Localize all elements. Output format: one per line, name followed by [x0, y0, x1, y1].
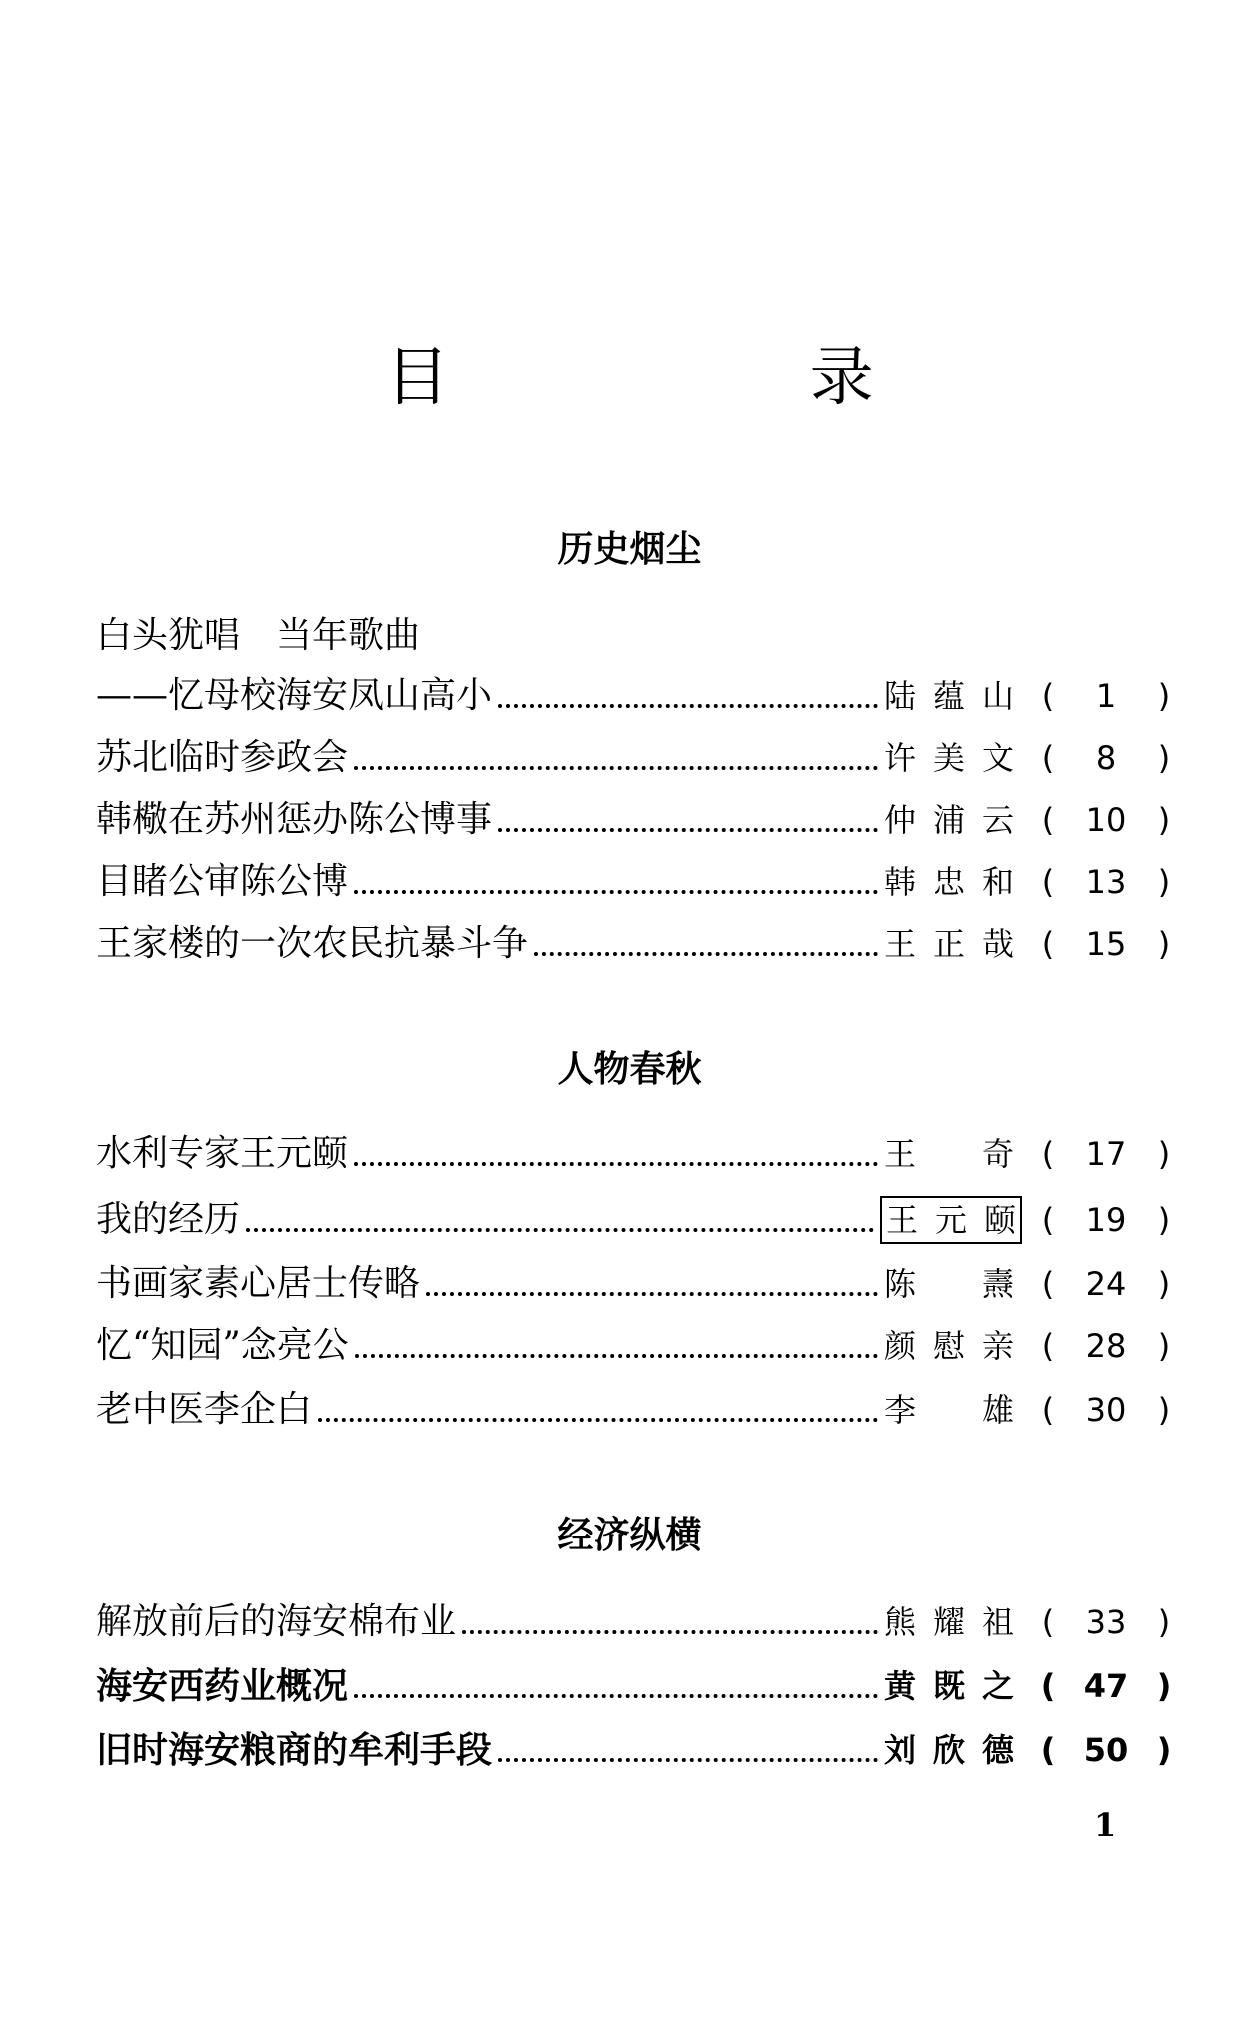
toc-entry[interactable] [96, 1726, 1176, 1774]
toc-entry-page: ( 13 ) [1036, 858, 1176, 906]
toc-entry-page: ( 17 ) [1036, 1130, 1176, 1178]
toc-entry[interactable] [96, 920, 1176, 968]
toc-entry-title: 我的经历 [96, 1199, 241, 1240]
toc-entry[interactable] [96, 734, 1176, 782]
author-char: 山 [981, 677, 1014, 715]
toc-entry-title: 目睹公审陈公博 [96, 861, 349, 902]
page-ref: 8 [1095, 739, 1117, 777]
toc-entry-author [884, 1130, 1014, 1178]
author-char: 黄 [884, 1667, 917, 1705]
toc-entry-title: 苏北临时参政会 [96, 737, 349, 778]
toc-entry-author-boxed [880, 1196, 1022, 1244]
toc-entry-title: 老中医李企白 [96, 1389, 313, 1430]
page-ref: 33 [1085, 1603, 1127, 1641]
toc-entry-author [884, 1726, 1014, 1774]
author-char: 之 [981, 1667, 1014, 1705]
toc-entry-author [884, 920, 1014, 968]
toc-entry[interactable] [96, 672, 1176, 720]
toc-entry-title: 旧时海安粮商的牟利手段 [96, 1729, 493, 1771]
author-char: 哉 [981, 925, 1014, 963]
author-char: 仲 [884, 801, 917, 839]
author-char: 德 [981, 1731, 1014, 1769]
toc-entry[interactable] [96, 1386, 1176, 1434]
page-ref: 1 [1095, 677, 1117, 715]
toc-entry-page: ( 10 ) [1036, 796, 1176, 844]
toc-entry-author [884, 734, 1014, 782]
author-char: 浦 [932, 801, 965, 839]
section-heading-history: 历史烟尘 [557, 529, 702, 570]
toc-entry-page: ( 15 ) [1036, 920, 1176, 968]
toc-entry-page: ( 30 ) [1036, 1386, 1176, 1434]
toc-entry-page: ( 1 ) [1036, 672, 1176, 720]
author-char: 陆 [884, 677, 917, 715]
toc-entry[interactable] [96, 1260, 1176, 1308]
author-char: 韩 [884, 863, 917, 901]
dot-leader [354, 1694, 878, 1698]
toc-entry-author [884, 1386, 1014, 1434]
toc-entry-title: 海安西药业概况 [96, 1665, 349, 1707]
section-heading-people: 人物春秋 [557, 1049, 702, 1090]
author-char: 和 [981, 863, 1014, 901]
toc-entry[interactable] [96, 1662, 1176, 1710]
page-ref: 19 [1085, 1201, 1127, 1239]
toc-entry-title: ——忆母校海安凤山高小 [96, 675, 493, 716]
author-char: 熊 [884, 1603, 917, 1641]
toc-entry[interactable] [96, 796, 1176, 844]
author-char: 许 [884, 739, 917, 777]
toc-entry-page: ( 19 ) [1036, 1196, 1176, 1244]
page-ref: 50 [1083, 1731, 1129, 1769]
page-ref: 13 [1085, 863, 1127, 901]
toc-entry[interactable] [96, 1598, 1176, 1646]
author-char: 颜 [884, 1327, 917, 1365]
section-heading-economy: 经济纵横 [557, 1515, 702, 1556]
author-char: 颐 [983, 1201, 1016, 1239]
dot-leader [354, 890, 878, 894]
toc-entry-title: 白头犹唱 当年歌曲 [96, 615, 421, 656]
page-ref: 10 [1085, 801, 1127, 839]
toc-entry-author [884, 1662, 1014, 1710]
dot-leader [246, 1228, 874, 1232]
toc-entry-title: 书画家素心居士传略 [96, 1263, 421, 1304]
author-char: 慰 [932, 1327, 965, 1365]
author-char: 王 [886, 1201, 919, 1239]
author-char: 祖 [981, 1603, 1014, 1641]
toc-entry-title: 解放前后的海安棉布业 [96, 1601, 457, 1642]
toc-entry-page: ( 8 ) [1036, 734, 1176, 782]
dot-leader [355, 1354, 878, 1358]
page-title: 目 录 [385, 341, 1044, 415]
dot-leader [354, 766, 878, 770]
toc-entry[interactable] [96, 1130, 1176, 1178]
toc-entry-page: ( 24 ) [1036, 1260, 1176, 1308]
toc-entry[interactable] [96, 612, 1176, 660]
author-char: 蕴 [932, 677, 965, 715]
author-char: 元 [934, 1201, 967, 1239]
toc-entry-author [884, 1322, 1014, 1370]
dot-leader [498, 828, 878, 832]
toc-entry-title: 韩㯳在苏州惩办陈公博事 [96, 799, 493, 840]
author-char: 亲 [981, 1327, 1014, 1365]
dot-leader [498, 704, 878, 708]
page-number: 1 [1094, 1806, 1117, 1844]
author-char: 忠 [932, 863, 965, 901]
author-char: 李 [884, 1391, 917, 1429]
page-ref: 24 [1085, 1265, 1127, 1303]
toc-entry-author [884, 1260, 1014, 1308]
toc-entry[interactable] [96, 1196, 1176, 1244]
author-char: 燾 [981, 1265, 1014, 1303]
toc-entry-page: ( 28 ) [1036, 1322, 1176, 1370]
toc-entry[interactable] [96, 858, 1176, 906]
dot-leader [498, 1758, 878, 1762]
page-ref: 47 [1083, 1667, 1129, 1705]
toc-entry[interactable] [96, 1322, 1176, 1370]
page-ref: 17 [1085, 1135, 1127, 1173]
dot-leader [426, 1292, 878, 1296]
toc-entry-author [884, 858, 1014, 906]
page-ref: 15 [1085, 925, 1127, 963]
toc-entry-author [884, 672, 1014, 720]
author-char: 文 [981, 739, 1014, 777]
author-char: 耀 [932, 1603, 965, 1641]
author-char: 云 [981, 801, 1014, 839]
dot-leader [534, 952, 878, 956]
page-ref: 28 [1085, 1327, 1127, 1365]
dot-leader [354, 1162, 878, 1166]
author-char: 奇 [981, 1135, 1014, 1173]
toc-entry-page: ( 50 ) [1036, 1726, 1176, 1774]
toc-entry-title: 王家楼的一次农民抗暴斗争 [96, 923, 529, 964]
author-char: 陈 [884, 1265, 917, 1303]
author-char: 既 [932, 1667, 965, 1705]
toc-entry-page: ( 33 ) [1036, 1598, 1176, 1646]
toc-entry-page: ( 47 ) [1036, 1662, 1176, 1710]
author-char: 王 [884, 925, 917, 963]
dot-leader [318, 1418, 878, 1422]
toc-entry-title: 忆“知园”念亮公 [96, 1325, 349, 1366]
page-ref: 30 [1085, 1391, 1127, 1429]
toc-entry-author [884, 796, 1014, 844]
author-char: 正 [932, 925, 965, 963]
toc-entry-title: 水利专家王元颐 [96, 1133, 349, 1174]
author-char: 刘 [884, 1731, 917, 1769]
author-char: 雄 [981, 1391, 1014, 1429]
author-char: 欣 [932, 1731, 965, 1769]
author-char: 王 [884, 1135, 917, 1173]
toc-entry-author [884, 1598, 1014, 1646]
author-char: 美 [932, 739, 965, 777]
dot-leader [462, 1630, 878, 1634]
